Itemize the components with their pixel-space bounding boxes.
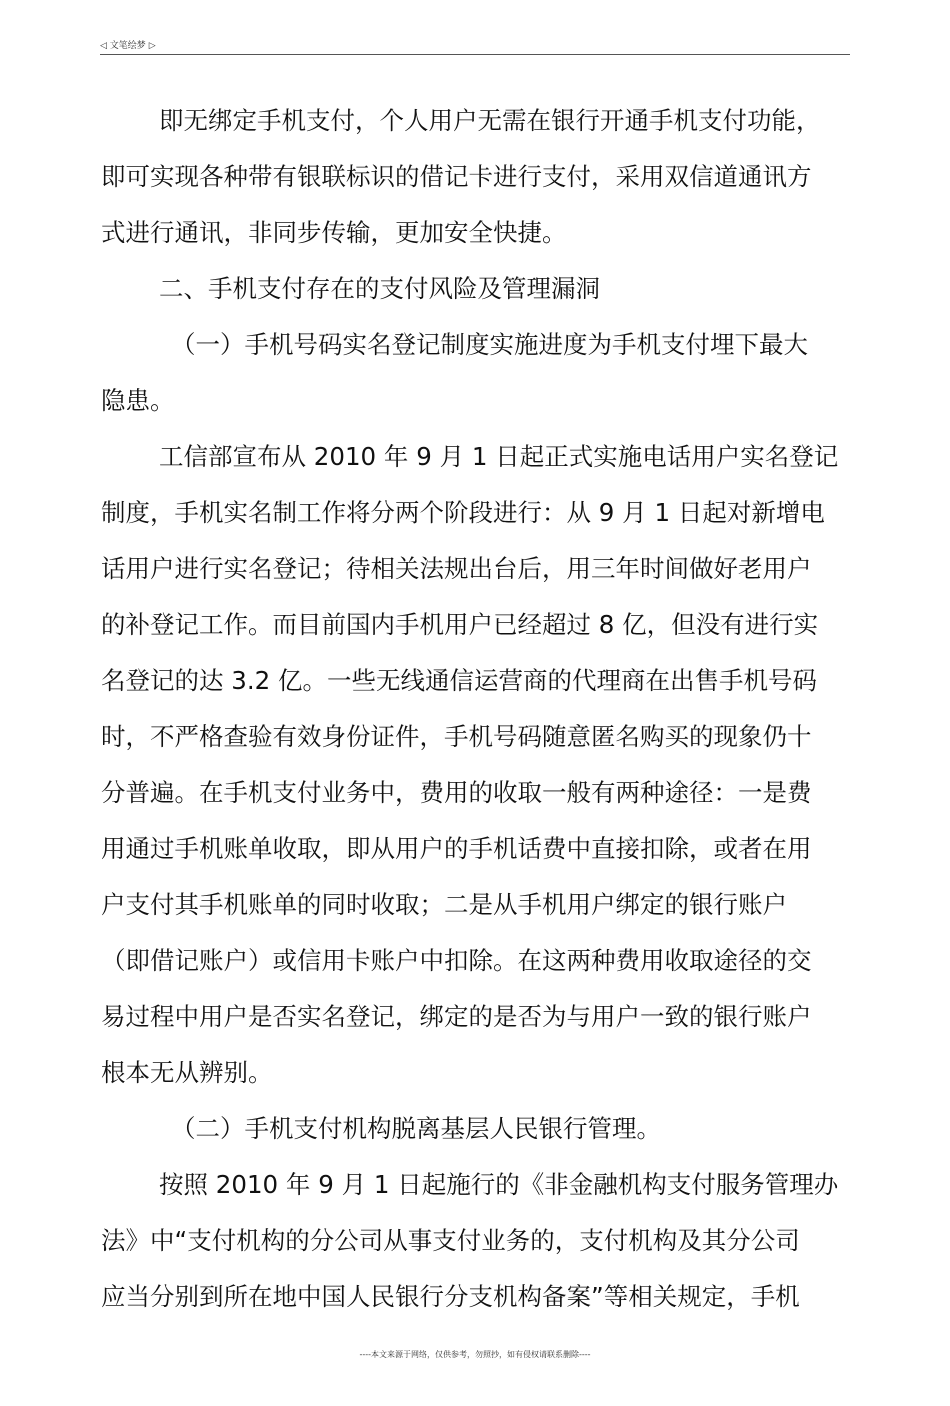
- text-line: 话用户进行实名登记；待相关法规出台后，用三年时间做好老用户: [101, 554, 812, 583]
- text-line: 按照 2010 年 9 月 1 日起施行的《非金融机构支付服务管理办: [159, 1170, 839, 1199]
- text-line: 名登记的达 3.2 亿。一些无线通信运营商的代理商在出售手机号码: [101, 666, 818, 695]
- text-line: （即借记账户）或信用卡账户中扣除。在这两种费用收取途径的交: [101, 946, 812, 975]
- page-footer: ----本文来源于网络，仅供参考，勿照抄，如有侵权请联系删除----: [359, 1350, 591, 1359]
- text-line: 时，不严格查验有效身份证件，手机号码随意匿名购买的现象仍十: [101, 722, 812, 751]
- text-line: 根本无从辨别。: [101, 1058, 273, 1087]
- right-triangle-icon: ▷: [148, 41, 156, 51]
- text-line: 的补登记工作。而目前国内手机用户已经超过 8 亿，但没有进行实: [101, 610, 819, 639]
- text-line: 隐患。: [101, 386, 175, 415]
- text-line: 制度，手机实名制工作将分两个阶段进行：从 9 月 1 日起对新增电: [101, 498, 825, 527]
- text-line: 即无绑定手机支付，个人用户无需在银行开通手机支付功能，: [159, 106, 821, 135]
- left-triangle-icon: ◁: [100, 41, 107, 51]
- text-line: 分普遍。在手机支付业务中，费用的收取一般有两种途径：一是费: [101, 778, 812, 807]
- text-line: 户支付其手机账单的同时收取；二是从手机用户绑定的银行账户: [101, 890, 787, 919]
- text-line: 易过程中用户是否实名登记，绑定的是否为与用户一致的银行账户: [101, 1002, 812, 1031]
- document-body: [101, 93, 850, 1325]
- text-line: 应当分别到所在地中国人民银行分支机构备案”等相关规定，手机: [101, 1282, 800, 1311]
- text-line: 式进行通讯，非同步传输，更加安全快捷。: [101, 218, 567, 247]
- text-line: 工信部宣布从 2010 年 9 月 1 日起正式实施电话用户实名登记: [159, 442, 839, 471]
- text-line: 即可实现各种带有银联标识的借记卡进行支付，采用双信道通讯方: [101, 162, 812, 191]
- subsection-heading: （二）手机支付机构脱离基层人民银行管理。: [171, 1114, 661, 1143]
- page-header: [100, 38, 850, 55]
- text-line: 用通过手机账单收取，即从用户的手机话费中直接扣除，或者在用: [101, 834, 812, 863]
- text-line: 法》中“支付机构的分公司从事支付业务的，支付机构及其分公司: [101, 1226, 800, 1255]
- header-title: 文笔绘梦: [109, 41, 146, 51]
- section-heading: 二、手机支付存在的支付风险及管理漏洞: [159, 274, 600, 303]
- subsection-heading: （一）手机号码实名登记制度实施进度为手机支付埋下最大: [171, 330, 808, 359]
